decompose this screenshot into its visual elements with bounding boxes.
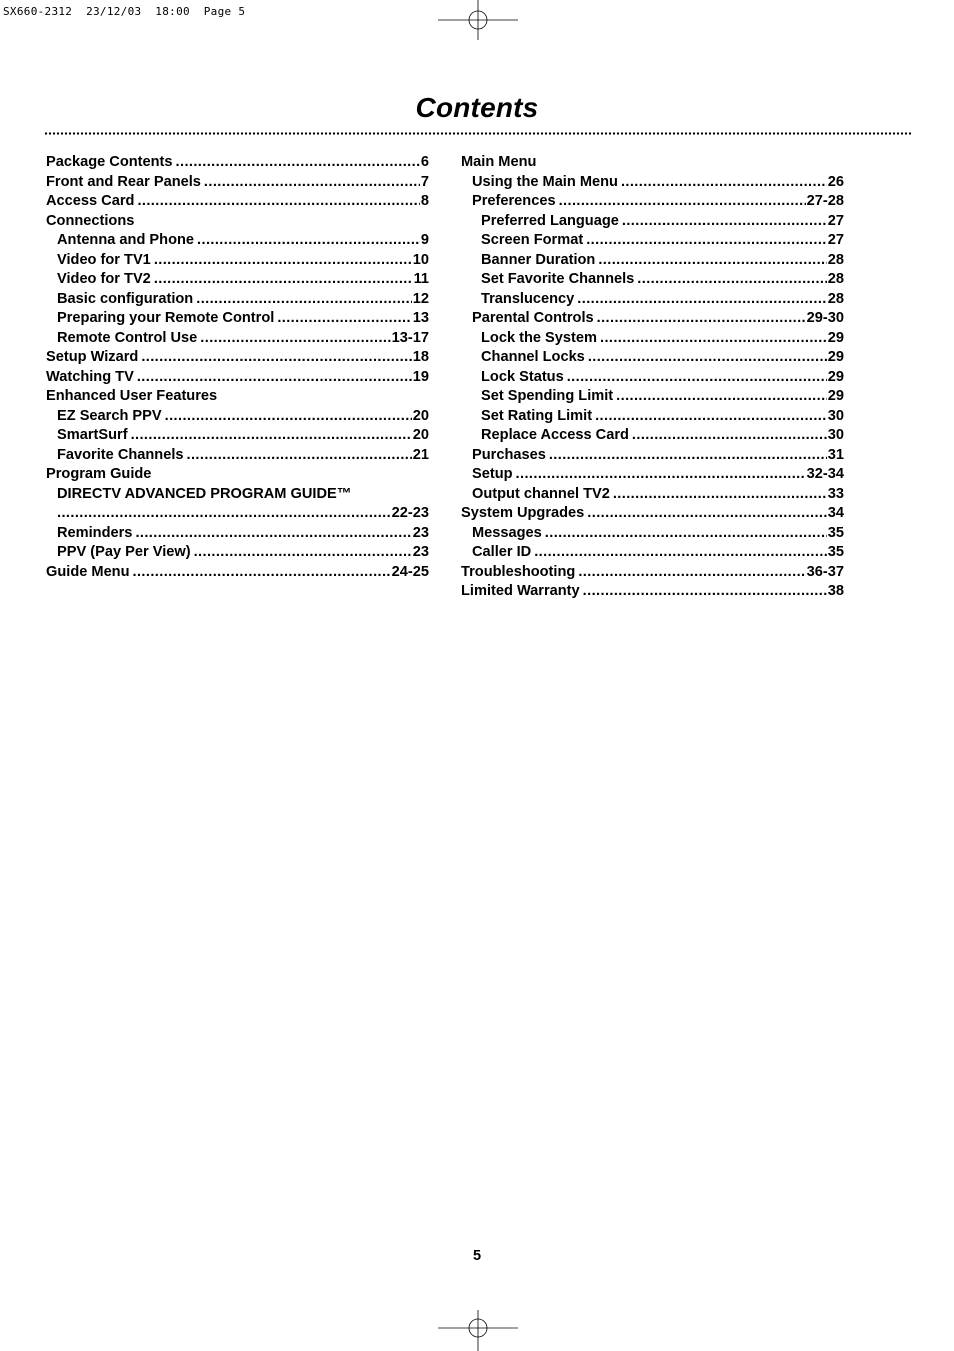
toc-entry xyxy=(461,563,844,583)
toc-entry-label: Front and Rear Panels xyxy=(46,173,201,190)
toc-entry xyxy=(46,368,429,388)
print-job-header: SX660-2312 23/12/03 18:00 Page 5 xyxy=(3,5,246,18)
toc-entry xyxy=(46,407,429,427)
toc-entry-page: 29-30 xyxy=(806,310,844,326)
toc-entry-label: Basic configuration xyxy=(57,290,194,307)
toc-entry xyxy=(461,251,844,271)
toc-entry-label: Preferred Language xyxy=(481,212,619,229)
toc-entry xyxy=(46,524,429,544)
dot-leader xyxy=(588,348,827,368)
toc-entry-label: Caller ID xyxy=(472,544,532,560)
toc-entry xyxy=(46,212,429,232)
toc-entry xyxy=(46,348,429,368)
dot-leader xyxy=(135,524,411,544)
toc-entry xyxy=(461,192,844,212)
toc-entry xyxy=(46,270,429,290)
toc-entry-label: Guide Menu xyxy=(46,563,130,580)
dot-leader xyxy=(534,543,827,563)
toc-entry-page: 22-23 xyxy=(391,505,429,521)
toc-entry xyxy=(461,504,844,524)
toc-entry-page: 6 xyxy=(420,154,429,170)
toc-entry xyxy=(461,153,844,173)
toc-entry-page: 28 xyxy=(827,271,844,287)
toc-entry xyxy=(461,231,844,251)
toc-entry-label: Set Favorite Channels xyxy=(481,271,635,287)
toc-entry-label: Channel Locks xyxy=(481,349,585,365)
toc-entry-label: Reminders xyxy=(57,524,133,541)
dot-leader xyxy=(545,524,827,544)
crop-mark-top xyxy=(438,0,518,40)
toc-entry-label: Watching TV xyxy=(46,368,134,385)
toc-entry-page: 36-37 xyxy=(806,563,844,580)
toc-entry xyxy=(461,212,844,232)
toc-entry-label: PPV (Pay Per View) xyxy=(57,544,191,560)
toc-entry-label: SmartSurf xyxy=(57,427,128,443)
toc-entry-label: EZ Search PPV xyxy=(57,407,162,424)
dot-leader xyxy=(616,387,827,407)
toc-entry xyxy=(46,290,429,310)
toc-entry xyxy=(461,407,844,427)
toc-entry-page: 27 xyxy=(827,212,844,229)
toc-entry-label: Antenna and Phone xyxy=(57,232,195,248)
dot-leader xyxy=(583,582,827,602)
toc-entry-label: System Upgrades xyxy=(461,505,585,521)
toc-entry-page: 32-34 xyxy=(806,466,844,482)
dot-leader xyxy=(597,309,806,329)
toc-entry-page: 29 xyxy=(827,349,844,365)
dot-leader xyxy=(204,173,420,193)
toc-entry-label: Purchases xyxy=(472,446,546,463)
dot-leader xyxy=(154,270,413,290)
toc-entry-label: Replace Access Card xyxy=(481,427,629,443)
toc-entry-page: 9 xyxy=(420,232,429,248)
dot-leader xyxy=(632,426,827,446)
page-number: 5 xyxy=(472,1248,482,1264)
toc-entry xyxy=(461,485,844,505)
dot-leader xyxy=(600,329,827,349)
toc-entry xyxy=(46,192,429,212)
toc-entry xyxy=(46,387,429,407)
toc-entry xyxy=(461,582,844,602)
dot-leader xyxy=(586,231,827,251)
toc-entry-label: Preparing your Remote Control xyxy=(57,310,275,326)
dot-leader xyxy=(137,368,412,388)
dot-leader xyxy=(621,173,827,193)
toc-entry-label: Using the Main Menu xyxy=(472,173,618,190)
dot-leader xyxy=(131,426,412,446)
toc-entry-page: 28 xyxy=(827,251,844,268)
toc-entry-page: 13-17 xyxy=(391,329,429,346)
toc-entry xyxy=(461,465,844,485)
toc-entry xyxy=(461,426,844,446)
dot-leader xyxy=(200,329,390,349)
toc-entry-label: Video for TV2 xyxy=(57,271,151,287)
toc-entry-label: Troubleshooting xyxy=(461,563,576,580)
toc-entry xyxy=(461,329,844,349)
toc-entry-page: 31 xyxy=(827,446,844,463)
crop-mark-bottom xyxy=(438,1310,518,1351)
toc-entry-page: 35 xyxy=(827,524,844,541)
toc-entry xyxy=(461,290,844,310)
dot-leader xyxy=(559,192,806,212)
toc-entry-label: Parental Controls xyxy=(472,310,594,326)
toc-entry-page: 29 xyxy=(827,368,844,385)
toc-entry-page: 12 xyxy=(412,290,429,307)
toc-entry xyxy=(461,387,844,407)
toc-entry-page: 7 xyxy=(420,173,429,190)
dot-leader xyxy=(598,251,826,271)
toc-entry-label: Favorite Channels xyxy=(57,446,184,463)
dot-leader xyxy=(595,407,827,427)
toc-left-column xyxy=(46,153,429,582)
toc-entry-label: Banner Duration xyxy=(481,251,596,268)
toc-entry-label: Preferences xyxy=(472,193,556,209)
toc-entry-label: Remote Control Use xyxy=(57,329,198,346)
dot-leader xyxy=(613,485,827,505)
toc-entry-label: Enhanced User Features xyxy=(46,388,218,404)
dotted-rule xyxy=(44,132,912,135)
dot-leader xyxy=(57,504,391,524)
dot-leader xyxy=(196,290,412,310)
toc-entry-page: 35 xyxy=(827,544,844,560)
toc-entry-page: 30 xyxy=(827,427,844,443)
toc-entry-page: 18 xyxy=(412,349,429,365)
toc-entry-page: 26 xyxy=(827,173,844,190)
toc-entry xyxy=(461,446,844,466)
dot-leader xyxy=(187,446,412,466)
toc-entry-page: 24-25 xyxy=(391,563,429,580)
toc-entry-label: Lock the System xyxy=(481,329,597,346)
toc-entry xyxy=(46,563,429,583)
dot-leader xyxy=(176,153,420,173)
dot-leader xyxy=(277,309,411,329)
toc-entry xyxy=(461,173,844,193)
toc-right-column xyxy=(461,153,844,602)
toc-entry-label: Package Contents xyxy=(46,154,173,170)
toc-entry xyxy=(46,446,429,466)
toc-entry-label: Access Card xyxy=(46,193,135,209)
toc-entry-page: 29 xyxy=(827,329,844,346)
toc-entry-label: Set Spending Limit xyxy=(481,388,614,404)
dot-leader xyxy=(194,543,412,563)
toc-entry-page: 11 xyxy=(413,271,429,287)
dot-leader xyxy=(154,251,412,271)
dot-leader xyxy=(622,212,827,232)
toc-entry xyxy=(461,543,844,563)
toc-entry-page: 33 xyxy=(827,485,844,502)
toc-entry-page: 30 xyxy=(827,407,844,424)
toc-entry xyxy=(46,153,429,173)
dot-leader xyxy=(137,192,419,212)
dot-leader xyxy=(516,465,806,485)
toc-entry xyxy=(46,543,429,563)
toc-entry-page: 23 xyxy=(412,544,429,560)
toc-entry-page: 28 xyxy=(827,290,844,307)
toc-entry xyxy=(461,524,844,544)
toc-entry-label: Program Guide xyxy=(46,466,152,482)
dot-leader xyxy=(549,446,827,466)
toc-entry-page: 34 xyxy=(827,505,844,521)
toc-entry-label: Messages xyxy=(472,524,542,541)
toc-entry xyxy=(46,329,429,349)
toc-entry-label: Lock Status xyxy=(481,368,564,385)
toc-entry-label: Set Rating Limit xyxy=(481,407,593,424)
toc-entry-page: 21 xyxy=(412,446,429,463)
toc-entry-page: 13 xyxy=(412,310,429,326)
toc-entry-label: Setup xyxy=(472,466,513,482)
toc-entry-page: 27-28 xyxy=(806,193,844,209)
toc-entry xyxy=(46,231,429,251)
toc-entry-label: Setup Wizard xyxy=(46,349,139,365)
dot-leader xyxy=(577,290,826,310)
toc-entry xyxy=(46,504,429,524)
toc-entry xyxy=(461,368,844,388)
toc-entry-label: Translucency xyxy=(481,290,575,307)
toc-entry-label: DIRECTV ADVANCED PROGRAM GUIDE™ xyxy=(57,485,352,502)
toc-entry-label: Output channel TV2 xyxy=(472,485,610,502)
toc-entry xyxy=(46,251,429,271)
dot-leader xyxy=(133,563,391,583)
toc-entry-page: 19 xyxy=(412,368,429,385)
toc-entry-label: Screen Format xyxy=(481,232,584,248)
page-title: Contents xyxy=(415,92,539,123)
dot-leader xyxy=(637,270,826,290)
toc-entry xyxy=(461,348,844,368)
dot-leader xyxy=(165,407,412,427)
dot-leader xyxy=(578,563,805,583)
toc-entry-page: 8 xyxy=(420,193,429,209)
dot-leader xyxy=(587,504,826,524)
toc-entry-page: 29 xyxy=(827,388,844,404)
toc-entry-page: 10 xyxy=(412,251,429,268)
toc-entry-label: Connections xyxy=(46,212,135,229)
dot-leader xyxy=(141,348,411,368)
toc-entry xyxy=(46,173,429,193)
toc-entry xyxy=(46,426,429,446)
toc-entry-page: 27 xyxy=(827,232,844,248)
toc-entry xyxy=(461,270,844,290)
toc-entry-page: 20 xyxy=(412,407,429,424)
toc-entry-page: 23 xyxy=(412,524,429,541)
toc-entry-page: 38 xyxy=(827,583,844,599)
dot-leader xyxy=(197,231,420,251)
toc-entry-page: 20 xyxy=(412,427,429,443)
toc-entry-label: Main Menu xyxy=(461,154,537,170)
toc-entry xyxy=(46,309,429,329)
toc-entry-label: Video for TV1 xyxy=(57,251,151,268)
toc-entry xyxy=(46,485,429,505)
toc-entry xyxy=(461,309,844,329)
dot-leader xyxy=(567,368,827,388)
toc-entry-label: Limited Warranty xyxy=(461,583,580,599)
toc-entry xyxy=(46,465,429,485)
